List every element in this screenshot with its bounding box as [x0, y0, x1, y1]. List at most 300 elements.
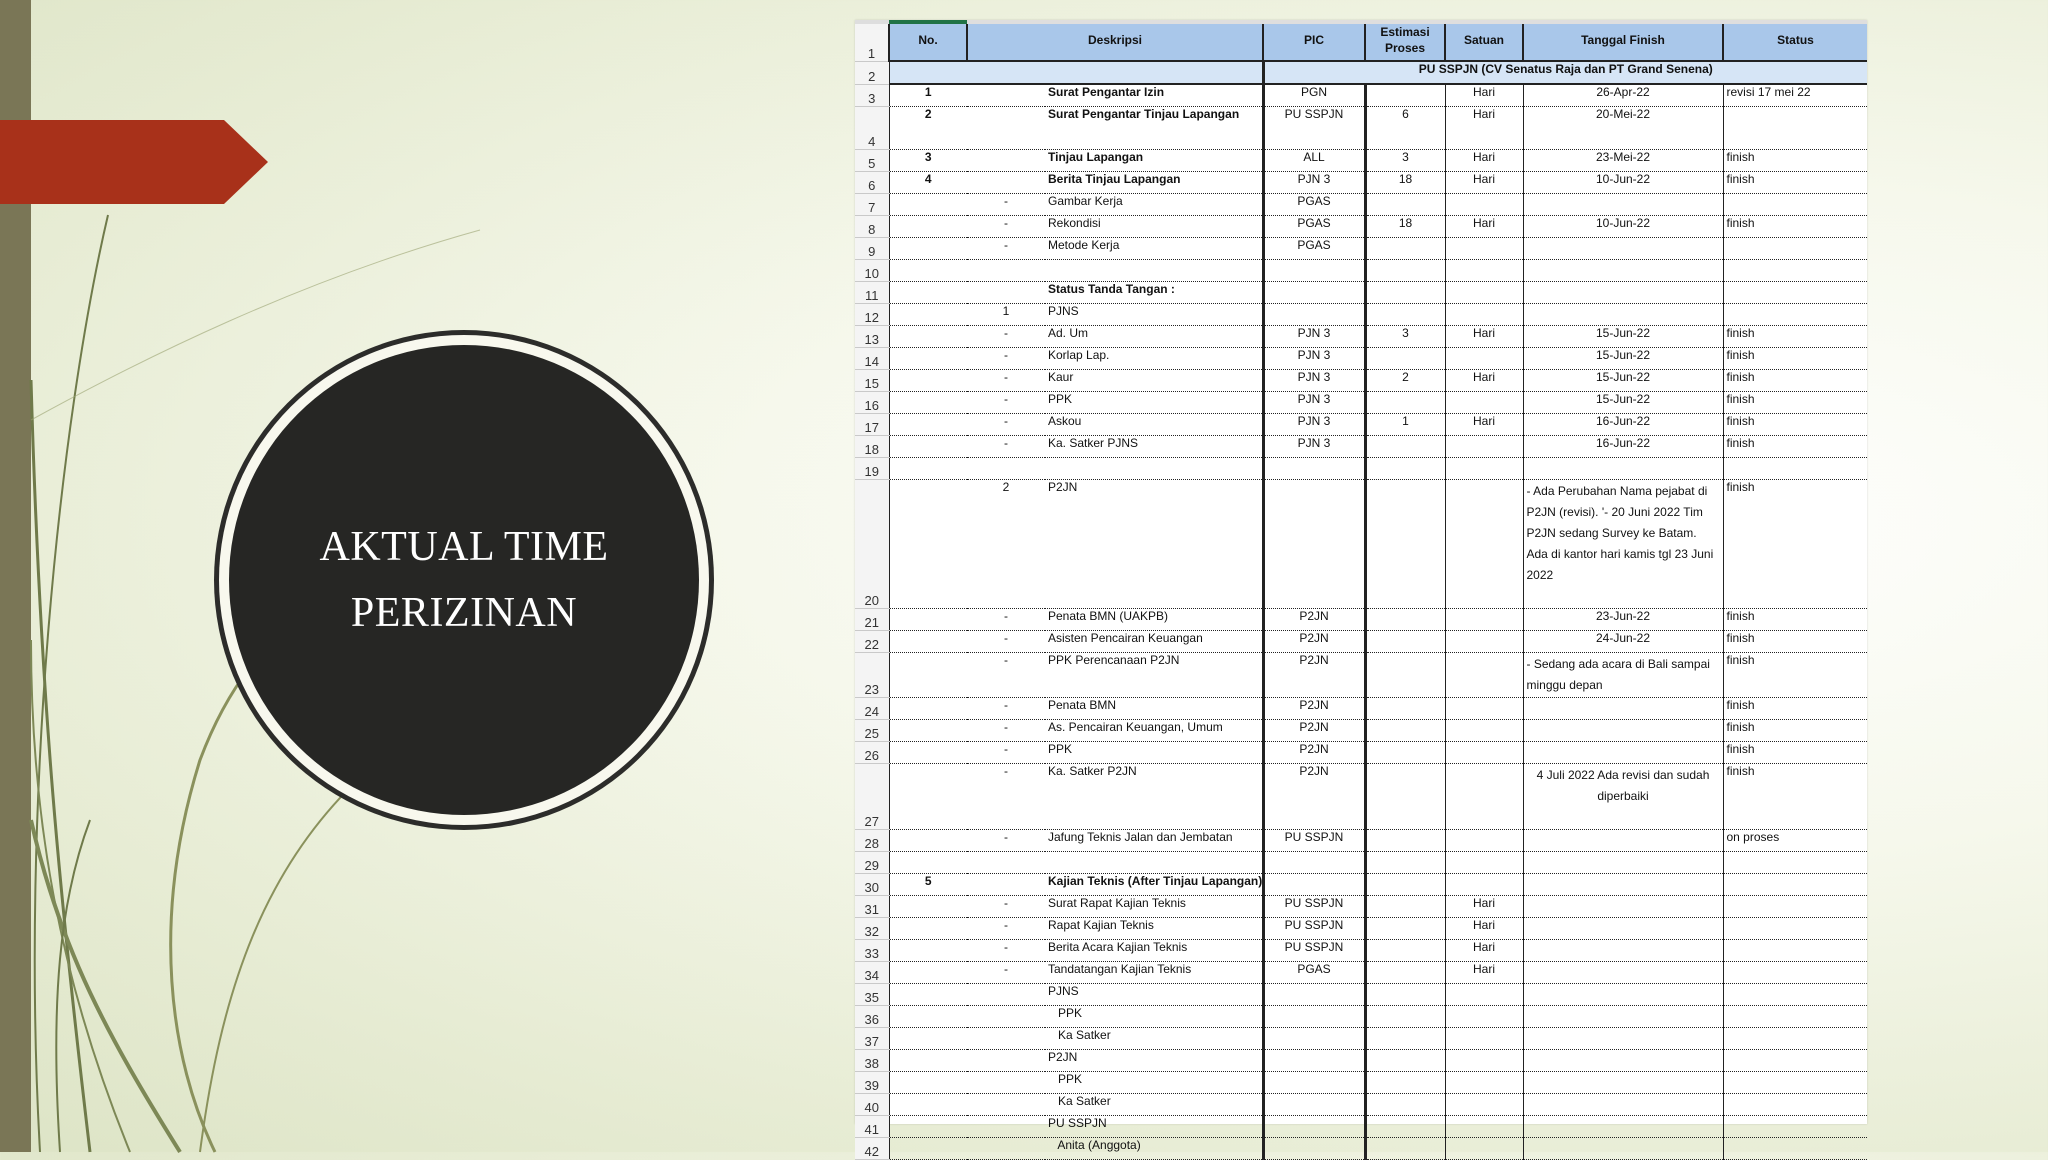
cell-deskripsi: PPK: [1045, 1006, 1263, 1028]
cell-no: [889, 720, 967, 742]
row-number: 15: [855, 370, 889, 392]
cell-pic: PGAS: [1263, 216, 1365, 238]
row-number: 29: [855, 852, 889, 874]
cell-marker: -: [967, 720, 1045, 742]
cell-no: 4: [889, 172, 967, 194]
cell-no: [889, 1116, 967, 1138]
cell-no: [889, 370, 967, 392]
cell-deskripsi: Asisten Pencairan Keuangan: [1045, 631, 1263, 653]
row-number: 8: [855, 216, 889, 238]
cell-deskripsi: Penata BMN (UAKPB): [1045, 609, 1263, 631]
row-number: 18: [855, 436, 889, 458]
cell-marker: [967, 1094, 1045, 1116]
cell-no: [889, 238, 967, 260]
cell-status: finish: [1723, 370, 1867, 392]
cell-no: [889, 458, 967, 480]
cell-pic: PGAS: [1263, 962, 1365, 984]
cell-no: [889, 1094, 967, 1116]
table-row: [855, 698, 1867, 720]
cell-deskripsi: Berita Acara Kajian Teknis: [1045, 940, 1263, 962]
cell-satuan: [1445, 698, 1523, 720]
cell-no: [889, 348, 967, 370]
table-row: [855, 348, 1867, 370]
cell-tanggal: 15-Jun-22: [1523, 348, 1723, 370]
cell-deskripsi: [1045, 458, 1263, 480]
cell-estimasi: 3: [1365, 326, 1445, 348]
cell-tanggal: [1523, 720, 1723, 742]
header-pic: PIC: [1263, 20, 1365, 61]
row-number: 11: [855, 282, 889, 304]
cell-tanggal: 10-Jun-22: [1523, 216, 1723, 238]
row-number: 9: [855, 238, 889, 260]
cell-tanggal: 23-Mei-22: [1523, 150, 1723, 172]
cell-deskripsi: Ad. Um: [1045, 326, 1263, 348]
table-row: [855, 392, 1867, 414]
cell-tanggal: 26-Apr-22: [1523, 84, 1723, 107]
table-row: [855, 962, 1867, 984]
row-number: 4: [855, 107, 889, 150]
row-number: 28: [855, 830, 889, 852]
cell-status: [1723, 1116, 1867, 1138]
cell-status: [1723, 1028, 1867, 1050]
cell-pic: PU SSPJN: [1263, 940, 1365, 962]
cell-tanggal: 23-Jun-22: [1523, 609, 1723, 631]
cell-satuan: [1445, 480, 1523, 609]
cell-satuan: Hari: [1445, 962, 1523, 984]
cell-tanggal: [1523, 1006, 1723, 1028]
cell-status: finish: [1723, 216, 1867, 238]
cell-marker: [967, 282, 1045, 304]
cell-deskripsi: Surat Pengantar Izin: [1045, 84, 1263, 107]
table-row: [855, 436, 1867, 458]
row-number: 23: [855, 653, 889, 698]
cell-marker: -: [967, 896, 1045, 918]
cell-tanggal: [1523, 238, 1723, 260]
cell-estimasi: [1365, 84, 1445, 107]
cell-tanggal: 15-Jun-22: [1523, 392, 1723, 414]
cell-deskripsi: As. Pencairan Keuangan, Umum: [1045, 720, 1263, 742]
table-row: [855, 764, 1867, 830]
slide-title-line-1: AKTUAL TIME: [319, 524, 609, 570]
cell-deskripsi: Gambar Kerja: [1045, 194, 1263, 216]
cell-status: on proses: [1723, 830, 1867, 852]
table-row: [855, 940, 1867, 962]
cell-marker: -: [967, 653, 1045, 698]
row-number: 13: [855, 326, 889, 348]
cell-pic: ALL: [1263, 150, 1365, 172]
cell-no: [889, 984, 967, 1006]
cell-satuan: [1445, 436, 1523, 458]
cell-pic: PGAS: [1263, 194, 1365, 216]
cell-marker: [967, 852, 1045, 874]
cell-marker: -: [967, 940, 1045, 962]
table-row: [855, 107, 1867, 150]
cell-estimasi: [1365, 609, 1445, 631]
cell-satuan: [1445, 742, 1523, 764]
cell-status: finish: [1723, 480, 1867, 609]
cell-estimasi: [1365, 1094, 1445, 1116]
cell-estimasi: [1365, 940, 1445, 962]
cell-estimasi: 18: [1365, 172, 1445, 194]
cell-status: [1723, 896, 1867, 918]
cell-marker: -: [967, 216, 1045, 238]
cell-estimasi: [1365, 194, 1445, 216]
cell-marker: [967, 1072, 1045, 1094]
table-row: [855, 414, 1867, 436]
row-number: 1: [855, 20, 889, 61]
cell-tanggal: [1523, 698, 1723, 720]
cell-status: finish: [1723, 609, 1867, 631]
cell-pic: P2JN: [1263, 631, 1365, 653]
cell-marker: -: [967, 392, 1045, 414]
cell-status: finish: [1723, 172, 1867, 194]
cell-deskripsi: Penata BMN: [1045, 698, 1263, 720]
cell-pic: PJN 3: [1263, 414, 1365, 436]
row-number: 12: [855, 304, 889, 326]
cell-marker: 2: [967, 480, 1045, 609]
cell-marker: [967, 150, 1045, 172]
cell-estimasi: [1365, 962, 1445, 984]
schedule-table: [855, 20, 1867, 1160]
cell-estimasi: [1365, 918, 1445, 940]
cell-satuan: [1445, 392, 1523, 414]
cell-satuan: [1445, 764, 1523, 830]
cell-no: [889, 896, 967, 918]
cell-no: [889, 1138, 967, 1160]
table-row: [855, 172, 1867, 194]
cell-marker: -: [967, 764, 1045, 830]
table-row: [855, 1006, 1867, 1028]
cell-status: [1723, 458, 1867, 480]
cell-tanggal: [1523, 830, 1723, 852]
cell-status: [1723, 107, 1867, 150]
cell-deskripsi: PPK: [1045, 392, 1263, 414]
cell-status: finish: [1723, 326, 1867, 348]
cell-deskripsi: Ka. Satker PJNS: [1045, 436, 1263, 458]
cell-no: 3: [889, 150, 967, 172]
cell-satuan: [1445, 282, 1523, 304]
cell-no: [889, 940, 967, 962]
row-number: 5: [855, 150, 889, 172]
cell-tanggal: [1523, 1072, 1723, 1094]
cell-estimasi: 1: [1365, 414, 1445, 436]
cell-pic: [1263, 1094, 1365, 1116]
cell-status: finish: [1723, 392, 1867, 414]
row-number: 37: [855, 1028, 889, 1050]
cell-deskripsi: Tandatangan Kajian Teknis: [1045, 962, 1263, 984]
cell-estimasi: [1365, 238, 1445, 260]
cell-tanggal: [1523, 1094, 1723, 1116]
table-row: [855, 304, 1867, 326]
cell-estimasi: [1365, 764, 1445, 830]
cell-satuan: Hari: [1445, 216, 1523, 238]
cell-deskripsi: Askou: [1045, 414, 1263, 436]
cell-pic: P2JN: [1263, 764, 1365, 830]
cell-satuan: [1445, 238, 1523, 260]
cell-tanggal: 15-Jun-22: [1523, 370, 1723, 392]
cell-tanggal: [1523, 1050, 1723, 1072]
cell-status: [1723, 1094, 1867, 1116]
cell-tanggal: - Ada Perubahan Nama pejabat di P2JN (revisi). '- 20 Juni 2022 Tim P2JN sedang Survey ke Batam. Ada di kantor hari kamis tgl 23 Juni 2022: [1523, 480, 1723, 609]
row-number: 33: [855, 940, 889, 962]
cell-status: finish: [1723, 742, 1867, 764]
header-deskripsi: Deskripsi: [967, 20, 1263, 61]
row-number: 3: [855, 84, 889, 107]
table-row: [855, 1094, 1867, 1116]
table-row: [855, 84, 1867, 107]
cell-estimasi: [1365, 436, 1445, 458]
column-header-strip: [855, 20, 1867, 24]
cell-pic: PGN: [1263, 84, 1365, 107]
cell-pic: PU SSPJN: [1263, 918, 1365, 940]
cell-deskripsi: Anita (Anggota): [1045, 1138, 1263, 1160]
cell-no: [889, 742, 967, 764]
cell-estimasi: [1365, 1028, 1445, 1050]
cell-pic: [1263, 1138, 1365, 1160]
cell-satuan: [1445, 1006, 1523, 1028]
row-number: 36: [855, 1006, 889, 1028]
band-blank: [889, 61, 1263, 84]
cell-marker: -: [967, 326, 1045, 348]
cell-marker: -: [967, 414, 1045, 436]
cell-satuan: Hari: [1445, 414, 1523, 436]
table-row: [855, 742, 1867, 764]
cell-estimasi: [1365, 1072, 1445, 1094]
cell-pic: [1263, 458, 1365, 480]
cell-tanggal: 20-Mei-22: [1523, 107, 1723, 150]
cell-no: [889, 282, 967, 304]
cell-tanggal: [1523, 194, 1723, 216]
row-number: 14: [855, 348, 889, 370]
cell-deskripsi: Kajian Teknis (After Tinjau Lapangan): [1045, 874, 1263, 896]
table-row: [855, 194, 1867, 216]
cell-deskripsi: Surat Rapat Kajian Teknis: [1045, 896, 1263, 918]
cell-no: [889, 216, 967, 238]
cell-marker: -: [967, 609, 1045, 631]
cell-no: [889, 653, 967, 698]
row-number: 25: [855, 720, 889, 742]
row-number: 41: [855, 1116, 889, 1138]
cell-status: [1723, 194, 1867, 216]
cell-deskripsi: Rapat Kajian Teknis: [1045, 918, 1263, 940]
row-number: 19: [855, 458, 889, 480]
cell-estimasi: [1365, 896, 1445, 918]
cell-no: [889, 392, 967, 414]
cell-pic: [1263, 304, 1365, 326]
cell-pic: [1263, 984, 1365, 1006]
cell-estimasi: [1365, 392, 1445, 414]
table-row: [855, 874, 1867, 896]
row-number: 17: [855, 414, 889, 436]
table-row: [855, 480, 1867, 609]
cell-tanggal: 24-Jun-22: [1523, 631, 1723, 653]
cell-no: [889, 260, 967, 282]
table-row: [855, 896, 1867, 918]
cell-deskripsi: Ka Satker: [1045, 1028, 1263, 1050]
table-row: [855, 653, 1867, 698]
cell-pic: [1263, 1006, 1365, 1028]
cell-status: [1723, 1050, 1867, 1072]
cell-estimasi: [1365, 720, 1445, 742]
cell-deskripsi: [1045, 852, 1263, 874]
cell-estimasi: [1365, 698, 1445, 720]
cell-tanggal: [1523, 940, 1723, 962]
row-number: 2: [855, 61, 889, 84]
cell-satuan: Hari: [1445, 172, 1523, 194]
cell-satuan: Hari: [1445, 896, 1523, 918]
cell-status: revisi 17 mei 22: [1723, 84, 1867, 107]
cell-tanggal: [1523, 304, 1723, 326]
cell-status: [1723, 282, 1867, 304]
cell-satuan: [1445, 458, 1523, 480]
cell-no: 2: [889, 107, 967, 150]
cell-estimasi: [1365, 984, 1445, 1006]
cell-satuan: [1445, 653, 1523, 698]
cell-estimasi: [1365, 653, 1445, 698]
cell-deskripsi: [1045, 260, 1263, 282]
cell-pic: PU SSPJN: [1263, 107, 1365, 150]
table-row: [855, 326, 1867, 348]
cell-pic: PJN 3: [1263, 436, 1365, 458]
cell-tanggal: [1523, 874, 1723, 896]
table-row: [855, 238, 1867, 260]
slide-title-line-2: PERIZINAN: [350, 590, 578, 636]
cell-deskripsi: Ka. Satker P2JN: [1045, 764, 1263, 830]
cell-satuan: [1445, 260, 1523, 282]
cell-estimasi: [1365, 304, 1445, 326]
cell-status: finish: [1723, 631, 1867, 653]
cell-no: [889, 1050, 967, 1072]
cell-no: [889, 480, 967, 609]
cell-status: finish: [1723, 720, 1867, 742]
row-number: 32: [855, 918, 889, 940]
cell-status: finish: [1723, 348, 1867, 370]
cell-no: [889, 631, 967, 653]
cell-no: [889, 918, 967, 940]
table-row: [855, 1138, 1867, 1160]
cell-deskripsi: Korlap Lap.: [1045, 348, 1263, 370]
cell-satuan: [1445, 984, 1523, 1006]
cell-tanggal: [1523, 1028, 1723, 1050]
selected-column-marker: [889, 20, 967, 24]
table-row: [855, 631, 1867, 653]
cell-marker: -: [967, 238, 1045, 260]
cell-estimasi: [1365, 852, 1445, 874]
cell-pic: [1263, 1072, 1365, 1094]
table-row: [855, 282, 1867, 304]
cell-status: [1723, 1072, 1867, 1094]
cell-deskripsi: Status Tanda Tangan :: [1045, 282, 1263, 304]
cell-estimasi: 18: [1365, 216, 1445, 238]
cell-deskripsi: Ka Satker: [1045, 1094, 1263, 1116]
cell-no: 5: [889, 874, 967, 896]
cell-pic: [1263, 480, 1365, 609]
cell-pic: [1263, 874, 1365, 896]
cell-tanggal: [1523, 458, 1723, 480]
cell-estimasi: [1365, 458, 1445, 480]
cell-deskripsi: PPK: [1045, 742, 1263, 764]
row-number: 6: [855, 172, 889, 194]
cell-status: [1723, 238, 1867, 260]
cell-status: [1723, 962, 1867, 984]
cell-satuan: [1445, 304, 1523, 326]
cell-tanggal: 16-Jun-22: [1523, 414, 1723, 436]
cell-marker: -: [967, 962, 1045, 984]
cell-no: [889, 326, 967, 348]
row-number: 7: [855, 194, 889, 216]
cell-deskripsi: P2JN: [1045, 1050, 1263, 1072]
cell-tanggal: 10-Jun-22: [1523, 172, 1723, 194]
cell-marker: -: [967, 194, 1045, 216]
cell-pic: [1263, 260, 1365, 282]
cell-marker: -: [967, 698, 1045, 720]
cell-estimasi: [1365, 260, 1445, 282]
cell-pic: P2JN: [1263, 609, 1365, 631]
cell-marker: -: [967, 348, 1045, 370]
cell-no: 1: [889, 84, 967, 107]
cell-status: finish: [1723, 653, 1867, 698]
cell-satuan: [1445, 1116, 1523, 1138]
cell-pic: PJN 3: [1263, 348, 1365, 370]
cell-estimasi: [1365, 874, 1445, 896]
cell-pic: PJN 3: [1263, 370, 1365, 392]
cell-satuan: [1445, 1050, 1523, 1072]
header-tanggal: Tanggal Finish: [1523, 20, 1723, 61]
cell-tanggal: [1523, 896, 1723, 918]
cell-deskripsi: PJNS: [1045, 984, 1263, 1006]
title-circle: [219, 335, 709, 825]
cell-status: [1723, 852, 1867, 874]
cell-pic: [1263, 1050, 1365, 1072]
cell-estimasi: [1365, 282, 1445, 304]
cell-estimasi: [1365, 1116, 1445, 1138]
cell-marker: [967, 458, 1045, 480]
cell-marker: 1: [967, 304, 1045, 326]
table-row: [855, 609, 1867, 631]
cell-marker: [967, 1006, 1045, 1028]
cell-satuan: [1445, 720, 1523, 742]
cell-marker: [967, 874, 1045, 896]
cell-status: [1723, 984, 1867, 1006]
cell-marker: -: [967, 742, 1045, 764]
cell-pic: [1263, 1028, 1365, 1050]
title-circle-inner: [229, 345, 699, 815]
cell-satuan: [1445, 609, 1523, 631]
row-number: 22: [855, 631, 889, 653]
row-number: 20: [855, 480, 889, 609]
cell-no: [889, 436, 967, 458]
cell-estimasi: [1365, 1050, 1445, 1072]
cell-satuan: [1445, 348, 1523, 370]
cell-marker: -: [967, 631, 1045, 653]
cell-tanggal: [1523, 282, 1723, 304]
cell-marker: -: [967, 918, 1045, 940]
cell-satuan: [1445, 1094, 1523, 1116]
cell-pic: PGAS: [1263, 238, 1365, 260]
row-number: 38: [855, 1050, 889, 1072]
cell-marker: -: [967, 436, 1045, 458]
cell-estimasi: [1365, 631, 1445, 653]
cell-status: [1723, 260, 1867, 282]
cell-estimasi: [1365, 348, 1445, 370]
cell-satuan: Hari: [1445, 370, 1523, 392]
row-number: 27: [855, 764, 889, 830]
cell-status: [1723, 874, 1867, 896]
cell-estimasi: 2: [1365, 370, 1445, 392]
cell-marker: [967, 1138, 1045, 1160]
row-number: 30: [855, 874, 889, 896]
cell-estimasi: [1365, 1138, 1445, 1160]
